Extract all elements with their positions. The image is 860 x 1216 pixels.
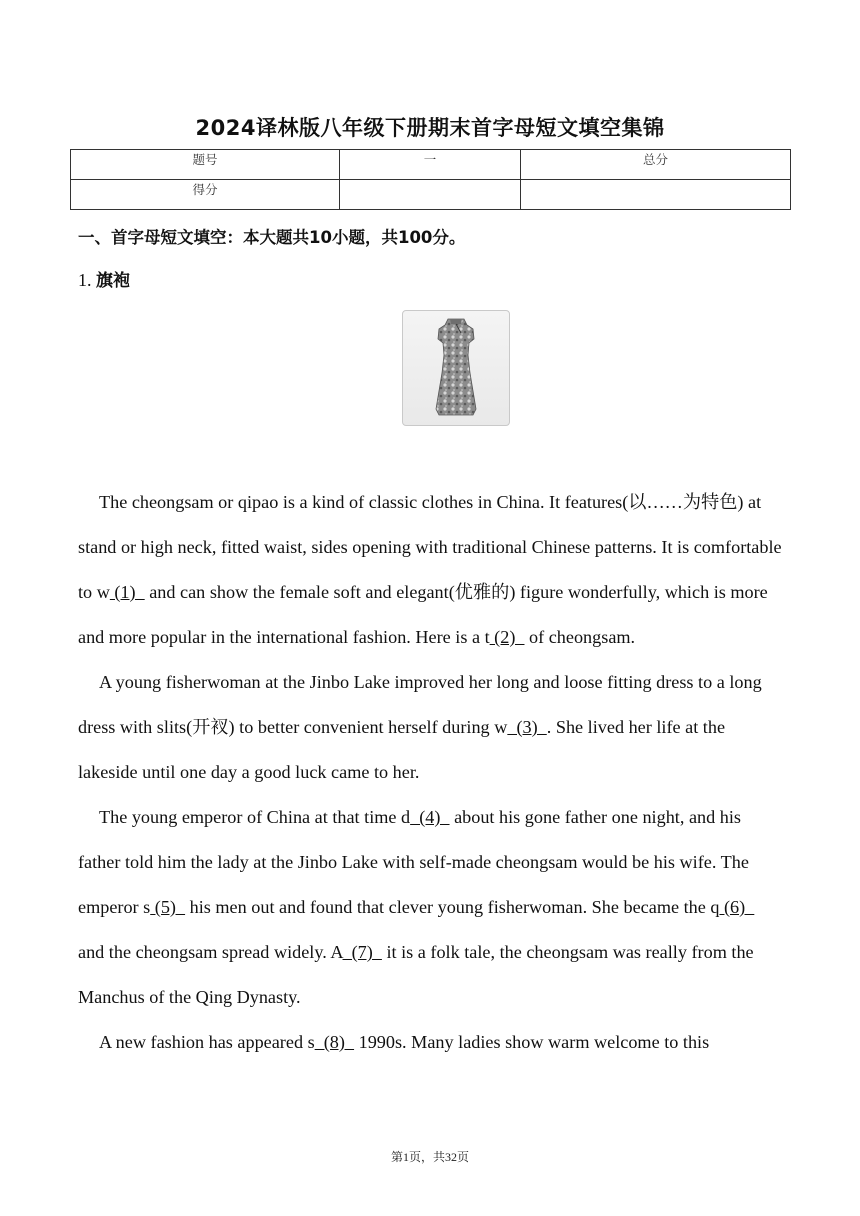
question-topic: 旗袍 <box>96 271 130 291</box>
score-table-score-row <box>71 180 791 210</box>
question-number: 1. <box>78 270 92 290</box>
blank-4[interactable]: (4) <box>410 807 450 827</box>
section-heading: 一、首字母短文填空：本大题共10小题，共100分。 <box>78 228 466 247</box>
score-table-cell[interactable] <box>521 180 791 210</box>
passage <box>78 480 784 1065</box>
cheongsam-image-icon <box>402 310 510 426</box>
passage-paragraph: The cheongsam or qipao is a kind of classic clothes in China. It features(以……为特色) at stand or high neck, fitted waist, sides opening with traditional Chinese patterns. It is comfortable to w (1) and can show the female soft and elegant(优雅的) figure wonderfully, which is more and more popular in the international fashion. Here is a t (2) of cheongsam. <box>78 492 782 647</box>
passage-paragraph: A young fisherwoman at the Jinbo Lake improved her long and loose fitting dress to a long dress with slits(开衩) to better convenient herself during w (3) . She lived her life at the lakeside until one day a good luck came to her. <box>78 672 762 782</box>
score-table-cell: 题号 <box>71 150 340 180</box>
score-table-header-row <box>71 150 791 180</box>
blank-1[interactable]: (1) <box>109 582 145 602</box>
blank-8[interactable]: (8) <box>314 1032 355 1052</box>
score-table-cell: 总分 <box>521 150 791 180</box>
blank-5[interactable]: (5) <box>150 897 186 917</box>
score-table-cell: 得分 <box>71 180 340 210</box>
blank-3[interactable]: (3) <box>507 717 547 737</box>
page-footer: 第1页，共32页 <box>390 1150 469 1164</box>
score-table <box>70 149 791 210</box>
passage-paragraph: The young emperor of China at that time d (4) about his gone father one night, and his father told him the lady at the Jinbo Lake with self-made cheongsam would be his wife. The emperor s (5) his men out and found that clever young fisherwoman. She became the q (6) and the cheongsam spread widely. A (7) it is a folk tale, the cheongsam was really from the Manchus of the Qing Dynasty. <box>78 807 755 1007</box>
document-title: 2024译林版八年级下册期末首字母短文填空集锦 <box>195 116 665 140</box>
score-table-cell[interactable] <box>340 180 521 210</box>
score-table-cell: 一 <box>340 150 521 180</box>
question-title <box>78 266 130 291</box>
passage-paragraph: A new fashion has appeared s (8) 1990s. Many ladies show warm welcome to this <box>99 1032 710 1052</box>
blank-2[interactable]: (2) <box>489 627 525 647</box>
blank-7[interactable]: (7) <box>342 942 382 962</box>
blank-6[interactable]: (6) <box>719 897 755 917</box>
